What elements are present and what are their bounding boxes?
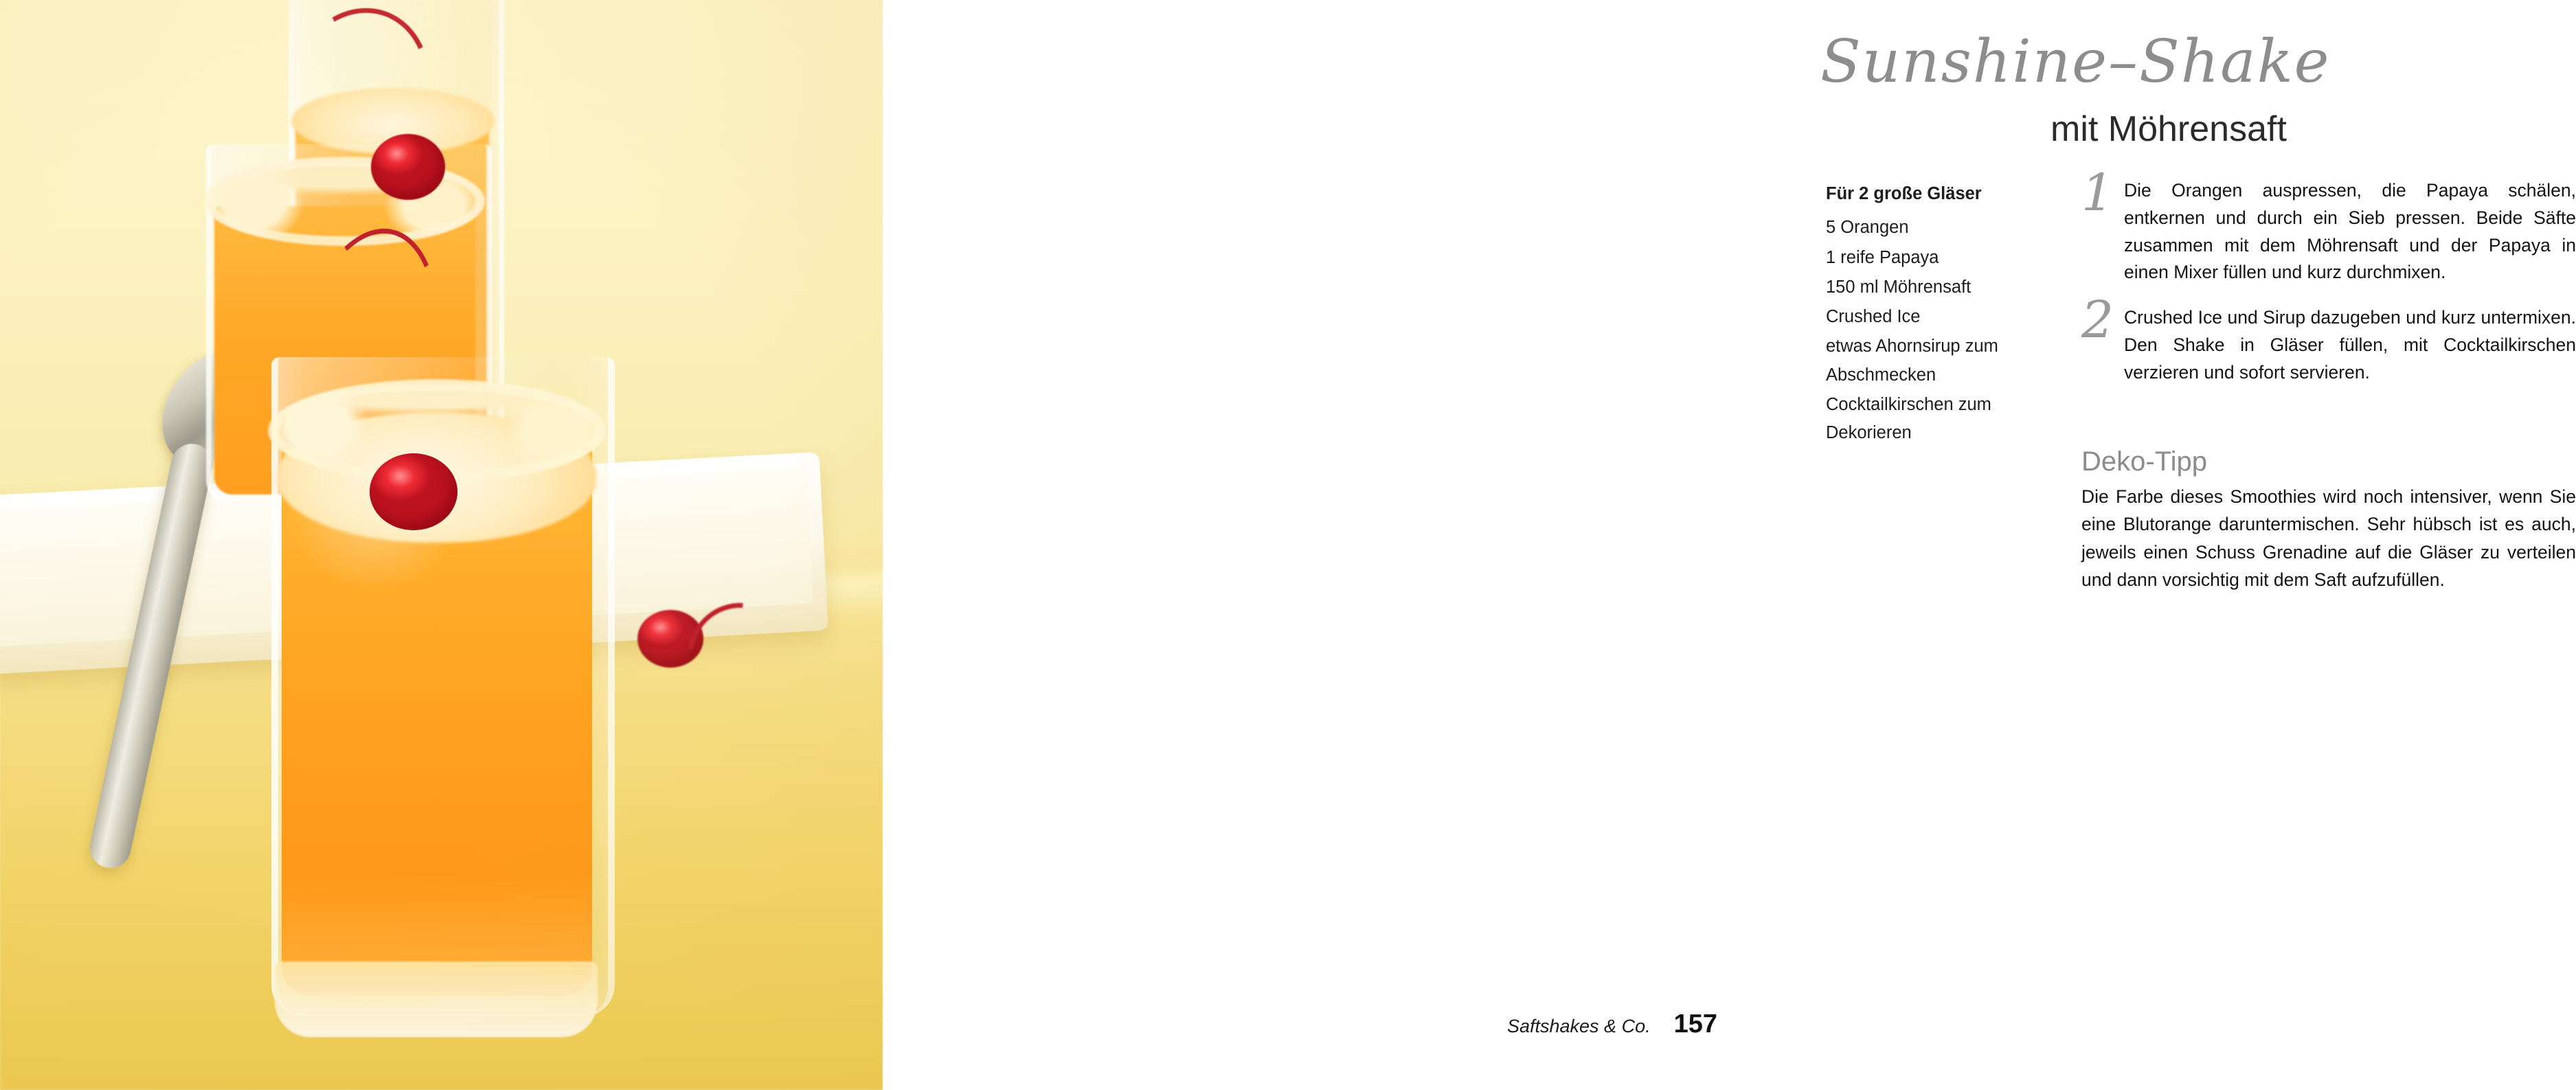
step-text: Die Orangen auspressen, die Papaya schälen, entkernen und durch ein Sieb pressen. Beide Säfte zusammen mit dem Möhrensaft und der Papaya in einen Mixer füllen und kurz durchmixen.: [2124, 180, 2576, 283]
ingredient-item: etwas Ahornsirup zum Abschmecken: [1826, 337, 1998, 385]
ingredients-heading: Für 2 große Gläser: [1826, 184, 1982, 203]
ingredients-block: [1826, 180, 2032, 449]
deko-tipp-block: [2081, 446, 2576, 593]
preparation-steps: [2081, 163, 2576, 404]
step-text: Crushed Ice und Sirup dazugeben und kurz untermixen. Den Shake in Gläser füllen, mit Cocktailkirschen verzieren und sofort servieren.: [2124, 307, 2576, 383]
step-number: 2: [2081, 291, 2114, 350]
glass-front-base: [275, 962, 598, 1037]
preparation-step: [2081, 291, 2576, 386]
preparation-step: [2081, 163, 2576, 286]
deko-tipp-text: Die Farbe dieses Smoothies wird noch intensiver, wenn Sie eine Blutorange daruntermischen. Sehr hübsch ist es auch, jeweils einen Schuss Grenadine auf die Gläser zu verteilen und dann vorsichtig mit dem Saft aufzufüllen.: [2081, 486, 2576, 590]
recipe-title-subtitle: mit Möhrensaft: [2050, 109, 2287, 149]
ingredients-list: [1826, 214, 2032, 447]
recipe-photo: [0, 0, 883, 1090]
ingredient-item: 1 reife Papaya: [1826, 247, 1939, 267]
ingredient-item: Crushed Ice: [1826, 307, 1921, 327]
page-footer: [1507, 1010, 1717, 1039]
ingredient-item: Cocktailkirschen zum Dekorieren: [1826, 395, 1991, 443]
page-number: 157: [1673, 1010, 1717, 1038]
ingredient-item: 150 ml Möhrensaft: [1826, 277, 1971, 297]
ingredient-item: 5 Orangen: [1826, 218, 1909, 238]
recipe-text-panel: [883, 0, 2576, 1090]
deko-tipp-heading: Deko-Tipp: [2081, 446, 2208, 477]
step-number: 1: [2081, 163, 2114, 223]
footer-chapter-name: Saftshakes & Co.: [1506, 1016, 1651, 1036]
recipe-title-script: Sunshine–Shake: [1820, 27, 2331, 96]
